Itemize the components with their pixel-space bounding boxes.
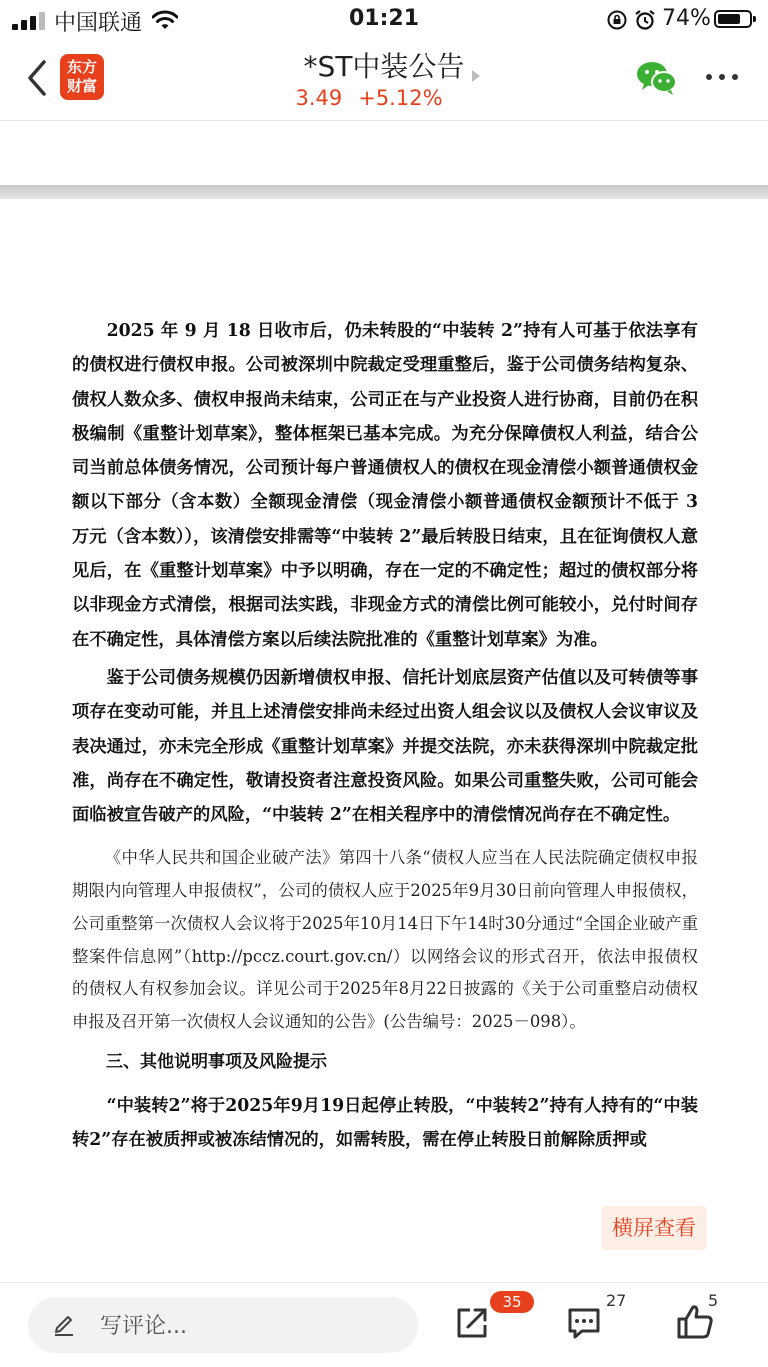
wechat-icon[interactable] <box>636 60 678 96</box>
pencil-icon <box>52 1313 76 1337</box>
share-icon[interactable] <box>454 1305 490 1341</box>
carrier-name: 中国联通 <box>54 11 143 36</box>
announcement-document <box>72 314 698 1157</box>
doc-paragraph-4: “中装转2”将于2025年9月19日起停止转股，“中装转2”持有人持有的“中装转2”存在被质押或被冻结情况的，如需转股，需在停止转股日前解除质押或 <box>72 1095 698 1150</box>
status-bar <box>0 0 768 40</box>
battery-percent: 74% <box>662 6 711 31</box>
share-count-badge: 35 <box>490 1291 534 1313</box>
doc-paragraph-2: 鉴于公司债务规模仍因新增债权申报、信托计划底层资产估值以及可转债等事项存在变动可能，并且上述清偿安排尚未经过出资人组会议以及债权人会议审议及表决通过，亦未完全形成《重整计划草案》并提交法院，亦未获得深圳中院裁定批准，尚存在不确定性，敬请投资者注意投资风险。如果公司重整失败，公司可能会面临被宣告破产的风险，“中装转 2”在相关程序中的清偿情况尚存在不确定性。 <box>72 667 698 826</box>
alarm-icon <box>634 9 656 31</box>
doc-section-heading: 三、其他说明事项及风险提示 <box>106 1051 327 1072</box>
comment-icon[interactable] <box>566 1305 602 1341</box>
page-divider <box>0 185 768 199</box>
expand-arrow-icon[interactable] <box>472 70 480 82</box>
stock-price: 3.49 <box>295 86 343 110</box>
comment-count: 27 <box>606 1291 627 1310</box>
rotation-lock-icon <box>606 9 628 31</box>
battery-icon <box>714 10 752 28</box>
bottom-action-bar <box>0 1282 768 1367</box>
like-count: 5 <box>708 1291 719 1310</box>
landscape-view-button[interactable]: 横屏查看 <box>601 1206 707 1250</box>
stock-quote[interactable] <box>0 86 738 110</box>
app-logo[interactable]: 东方 财富 <box>60 54 104 100</box>
app-header <box>0 40 768 121</box>
clock: 01:21 <box>348 6 420 31</box>
doc-paragraph-3: 《中华人民共和国企业破产法》第四十八条“债权人应当在人民法院确定债权申报期限内向管理人申报债权”，公司的债权人应于2025年9月30日前向管理人申报债权，公司重整第一次债权人会议将于2025年10月14日下午14时30分通过“全国企业破产重整案件信息网”（http://pccz.court.gov.cn/）以网络会议的形式召开，依法申报债权的债权人有权参加会议。详见公司于2025年8月22日披露的《关于公司重整启动债权申报及召开第一次债权人会议通知的公告》(公告编号：2025－098）。 <box>72 848 698 1031</box>
page-title[interactable]: *ST中装公告 <box>303 50 465 83</box>
doc-paragraph-1: 2025 年 9 月 18 日收市后，仍未转股的“中装转 2”持有人可基于依法享有的债权进行债权申报。公司被深圳中院裁定受理重整后，鉴于公司债务结构复杂、债权人数众多、债权申报尚未结束，公司正在与产业投资人进行协商，目前仍在积极编制《重整计划草案》，整体框架已基本完成。为充分保障债权人利益，结合公司当前总体债务情况，公司预计每户普通债权人的债权在现金清偿小额普通债权金额以下部分（含本数）全额现金清偿（现金清偿小额普通债权金额预计不低于 3 万元（含本数）），该清偿安排需等“中装转 2”最后转股日结束，且在征询债权人意见后，在《重整计划草案》中予以明确，存在一定的不确定性；超过的债权部分将以非现金方式清偿，根据司法实践，非现金方式的清偿比例可能较小，兑付时间存在不确定性，具体清偿方案以后续法院批准的《重整计划草案》为准。 <box>72 321 698 650</box>
more-dots-icon[interactable] <box>706 74 738 82</box>
comment-input[interactable] <box>28 1297 418 1353</box>
stock-change: +5.12% <box>358 86 443 110</box>
comment-placeholder: 写评论... <box>100 1314 187 1339</box>
